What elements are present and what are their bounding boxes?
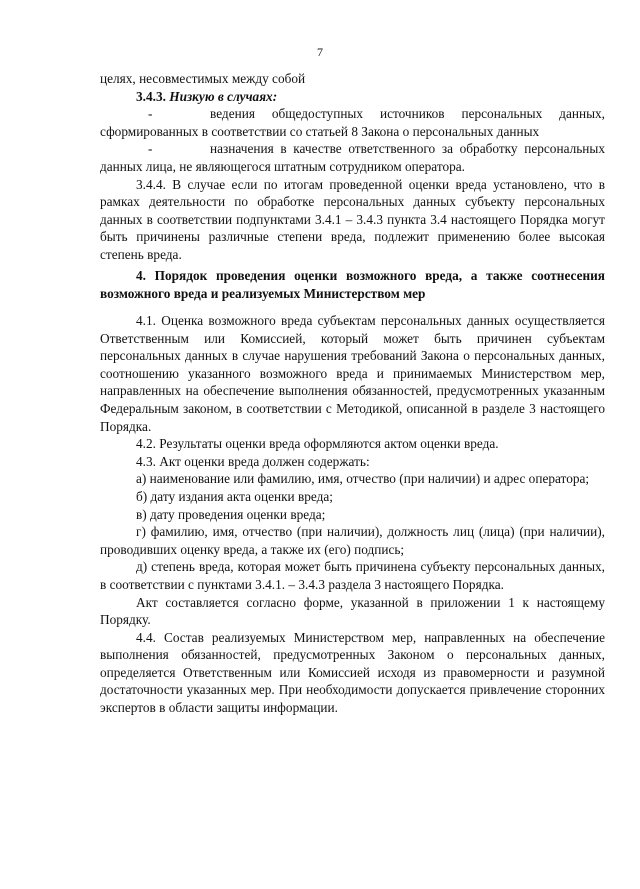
paragraph-42: 4.2. Результаты оценки вреда оформляются актом оценки вреда. bbox=[136, 436, 499, 452]
page-text-top bbox=[100, 70, 605, 264]
subsection-heading-343 bbox=[100, 88, 605, 106]
list-item-d: д) степень вреда, которая может быть причинена субъекту персональных данных, в соответствии с пунктами 3.4.1. – 3.4.3 раздела 3 настоящего Порядка. bbox=[100, 559, 605, 592]
bullet-dash: - bbox=[148, 141, 153, 157]
section-4 bbox=[100, 267, 605, 302]
bullet-text: назначения в качестве ответственного за обработку персональных данных лица, не являющегося штатным сотрудником оператора. bbox=[100, 141, 605, 174]
list-item-g: г) фамилию, имя, отчество (при наличии), должность лиц (лица) (при наличии), проводивших оценку вреда, а также их (его) подпись; bbox=[100, 524, 605, 557]
continuation-text: целях, несовместимых между собой bbox=[100, 71, 306, 86]
subsection-number: 3.4.3. bbox=[136, 88, 166, 104]
section-title: 4. Порядок проведения оценки возможного вреда, а также соотнесения возможного вреда и реализуемых Министерством мер bbox=[100, 268, 605, 301]
bullet-text: ведения общедоступных источников персональных данных, сформированных в соответствии со статьей 8 Закона о персональных данных bbox=[100, 106, 605, 139]
bullet-item bbox=[100, 140, 605, 175]
paragraph-44: 4.4. Состав реализуемых Министерством мер, направленных на обеспечение выполнения обязанностей, предусмотренных Законом о персональных данных, определяется Ответственным или Комиссией исходя из правомерности и разумной достаточности указанных мер. При необходимости допускается привлечение сторонних экспертов в области защиты информации. bbox=[100, 629, 605, 716]
bullet-dash: - bbox=[148, 106, 153, 122]
section-4-body bbox=[100, 312, 605, 717]
subsection-title: Низкую в случаях: bbox=[169, 88, 278, 104]
list-item-b: б) дату издания акта оценки вреда; bbox=[136, 488, 333, 504]
paragraph-41: 4.1. Оценка возможного вреда субъектам персональных данных осуществляется Ответственным или Комиссией, который может быть причинен субъектам персональных данных в случае нарушения требований Закона о персональных данных, соотношению указанного возможного вреда и принимаемых Министерством мер, направленных на обеспечение выполнения обязанностей, предусмотренных указанным Федеральным законом, в соответствии с Методикой, описанной в разделе 3 настоящего Порядка. bbox=[100, 313, 605, 434]
paragraph-act: Акт составляется согласно форме, указанной в приложении 1 к настоящему Порядку. bbox=[100, 594, 605, 628]
list-item-a: а) наименование или фамилию, имя, отчество (при наличии) и адрес оператора; bbox=[136, 471, 590, 487]
list-item-v: в) дату проведения оценки вреда; bbox=[136, 506, 326, 522]
bullet-item bbox=[100, 105, 605, 140]
paragraph-43: 4.3. Акт оценки вреда должен содержать: bbox=[136, 453, 370, 469]
paragraph-344: 3.4.4. В случае если по итогам проведенной оценки вреда установлено, что в рамках деятельности по обработке персональных данных субъекту персональных данных в соответствии подпунктами 3.4.1 – 3.4.3 пункта 3.4 настоящего Порядка могут быть причинены различные степени вреда, подлежит применению более высокая степень вреда. bbox=[100, 176, 605, 262]
page-number: 7 bbox=[317, 45, 323, 59]
